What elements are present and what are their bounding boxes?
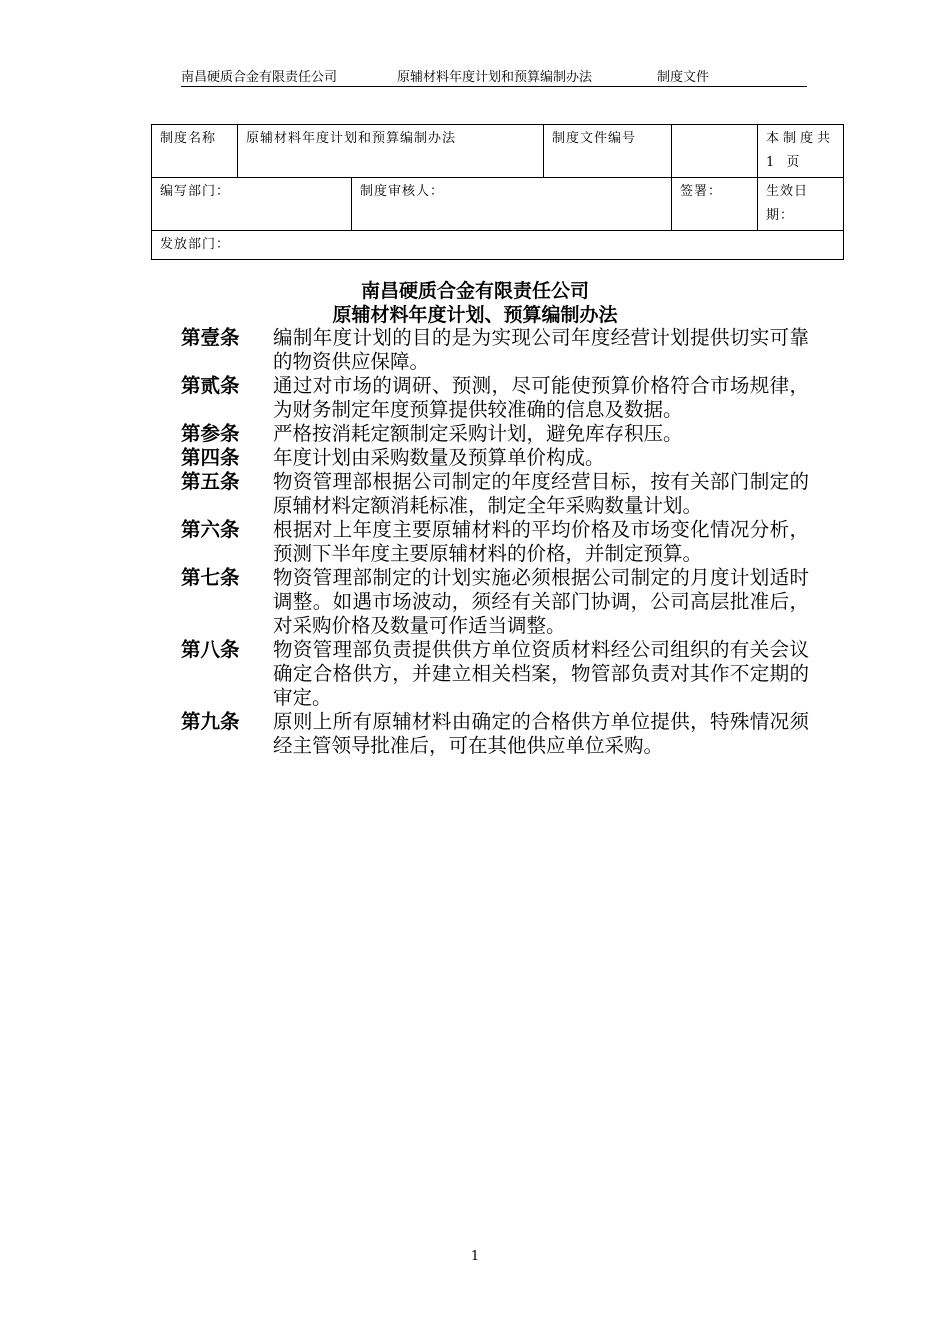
doc-title-main: 原辅材料年度计划、预算编制办法: [332, 304, 618, 326]
effective-date: 生效日期：: [758, 178, 844, 231]
article-text: 物资管理部负责提供供方单位资质材料经公司组织的有关会议确定合格供方，并建立相关档案，物管部负责对其作不定期的审定。: [273, 638, 809, 709]
article-label: 第七条: [181, 566, 240, 589]
name-value: 原辅材料年度计划和预算编制办法: [238, 125, 544, 178]
article: [181, 710, 809, 758]
reviewer: 制度审核人：: [352, 178, 672, 231]
signature: 签署：: [672, 178, 758, 231]
article-label: 第参条: [181, 422, 240, 445]
header-doc-name: 原辅材料年度计划和预算编制办法: [397, 70, 593, 85]
article-text: 原则上所有原辅材料由确定的合格供方单位提供，特殊情况须经主管领导批准后，可在其他供应单位采购。: [273, 710, 809, 757]
article-label: 第八条: [181, 638, 240, 661]
article: [181, 518, 809, 566]
article: [181, 374, 809, 422]
header-company: 南昌硬质合金有限责任公司: [181, 70, 338, 85]
number-label: 制度文件编号: [544, 125, 672, 178]
article-text: 根据对上年度主要原辅材料的平均价格及市场变化情况分析，预测下半年度主要原辅材料的价格，并制定预算。: [273, 518, 809, 565]
article: [181, 470, 809, 518]
article-label: 第四条: [181, 446, 240, 469]
doc-title-company: 南昌硬质合金有限责任公司: [360, 280, 589, 302]
article-list: [181, 326, 809, 758]
article: [181, 446, 809, 470]
article-text: 严格按消耗定额制定采购计划，避免库存积压。: [273, 422, 683, 445]
author-dept: 编写部门：: [152, 178, 352, 231]
article: [181, 566, 809, 638]
article-label: 第贰条: [181, 374, 240, 397]
article-text: 年度计划由采购数量及预算单价构成。: [273, 446, 605, 469]
article-label: 第五条: [181, 470, 240, 493]
article: [181, 638, 809, 710]
article-label: 第壹条: [181, 326, 240, 349]
article-text: 物资管理部制定的计划实施必须根据公司制定的月度计划适时调整。如遇市场波动，须经有关部门协调，公司高层批准后，对采购价格及数量可作适当调整。: [273, 566, 809, 637]
pages-count: 本制度共 1 页: [758, 125, 844, 178]
name-label: 制度名称: [152, 125, 238, 178]
page-header: [181, 66, 807, 87]
article-text: 通过对市场的调研、预测，尽可能使预算价格符合市场规律，为财务制定年度预算提供较准确的信息及数据。: [273, 374, 809, 421]
info-table: [151, 124, 844, 260]
article-text: 编制年度计划的目的是为实现公司年度经营计划提供切实可靠的物资供应保障。: [273, 326, 809, 373]
article-label: 第九条: [181, 710, 240, 733]
article: [181, 326, 809, 374]
article: [181, 422, 809, 446]
number-value: [672, 125, 758, 178]
page-number: 1: [470, 1249, 480, 1264]
header-doc-type: 制度文件: [657, 70, 710, 85]
article-text: 物资管理部根据公司制定的年度经营目标，按有关部门制定的原辅材料定额消耗标准，制定全年采购数量计划。: [273, 470, 809, 517]
issue-dept: 发放部门：: [152, 231, 844, 260]
article-label: 第六条: [181, 518, 240, 541]
